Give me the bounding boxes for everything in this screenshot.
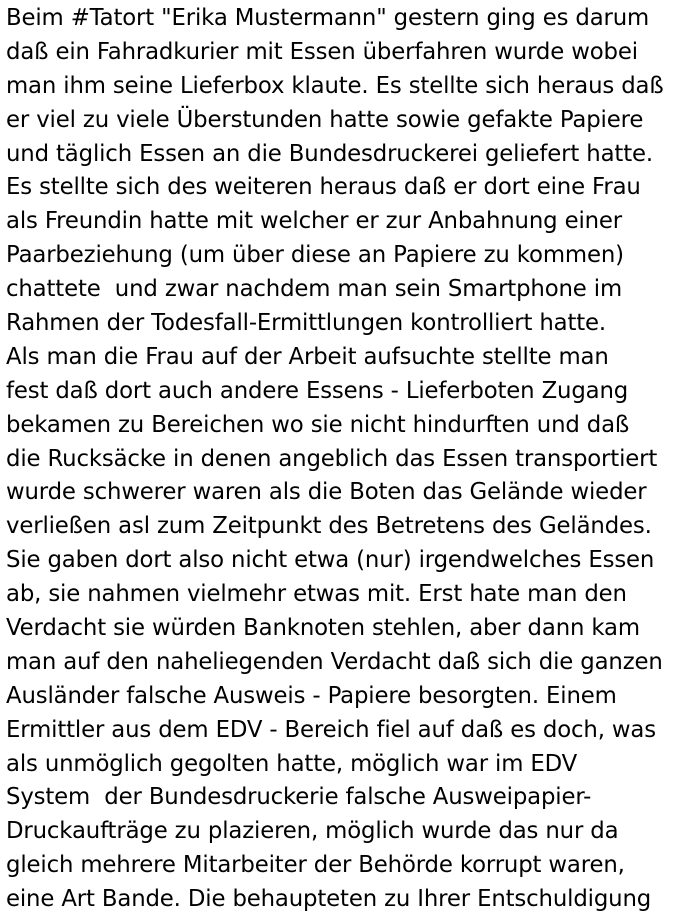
- text-line: ab, sie nahmen vielmehr etwas mit. Erst hate man den: [6, 581, 627, 608]
- text-line: Als man die Frau auf der Arbeit aufsuchte stellte man: [6, 343, 609, 370]
- text-line: verließen asl zum Zeitpunkt des Betretens des Geländes.: [6, 513, 652, 540]
- text-line: Verdacht sie würden Banknoten stehlen, aber dann kam: [6, 615, 640, 642]
- text-line: Beim #Tatort "Erika Mustermann" gestern ging es darum: [6, 5, 650, 31]
- text-line: System der Bundesdruckerie falsche Ausweipapier-: [6, 784, 592, 811]
- text-line: eine Art Bande. Die behaupteten zu Ihrer Entschuldigung: [6, 886, 652, 913]
- text-line: Rahmen der Todesfall-Ermittlungen kontrolliert hatte.: [6, 310, 607, 337]
- text-line: fest daß dort auch andere Essens - Lieferboten Zugang: [6, 377, 629, 404]
- text-line: Ausländer falsche Ausweis - Papiere besorgten. Einem: [6, 682, 617, 709]
- text-line: Paarbeziehung (um über diese an Papiere zu kommen): [6, 242, 624, 269]
- text-line: und täglich Essen an die Bundesdruckerei geliefert hatte.: [6, 140, 653, 167]
- text-line: Ermittler aus dem EDV - Bereich fiel auf daß es doch, was: [6, 716, 656, 743]
- text-line: Es stellte sich des weiteren heraus daß er dort eine Frau: [6, 174, 641, 201]
- text-line: wurde schwerer waren als die Boten das Gelände wieder: [6, 479, 647, 506]
- text-line: Sie gaben dort also nicht etwa (nur) irgendwelches Essen: [6, 547, 655, 574]
- text-line: bekamen zu Bereichen wo sie nicht hindurften und daß: [6, 411, 630, 438]
- text-line: die Rucksäcke in denen angeblich das Essen transportiert: [6, 445, 658, 472]
- text-line: daß ein Fahradkurier mit Essen überfahren wurde wobei: [6, 38, 638, 65]
- text-line: man ihm seine Lieferbox klaute. Es stellte sich heraus daß: [6, 72, 664, 99]
- text-line: gleich mehrere Mitarbeiter der Behörde korrupt waren,: [6, 852, 625, 879]
- text-line: Druckaufträge zu plazieren, möglich wurde das nur da: [6, 818, 619, 845]
- text-line: chattete und zwar nachdem man sein Smartphone im: [6, 276, 623, 303]
- text-line: als Freundin hatte mit welcher er zur Anbahnung einer: [6, 208, 623, 235]
- text-line: man auf den naheliegenden Verdacht daß sich die ganzen: [6, 648, 663, 675]
- text-line: er viel zu viele Überstunden hatte sowie gefakte Papiere: [6, 106, 644, 133]
- text-line: als unmöglich gegolten hatte, möglich war im EDV: [6, 750, 578, 777]
